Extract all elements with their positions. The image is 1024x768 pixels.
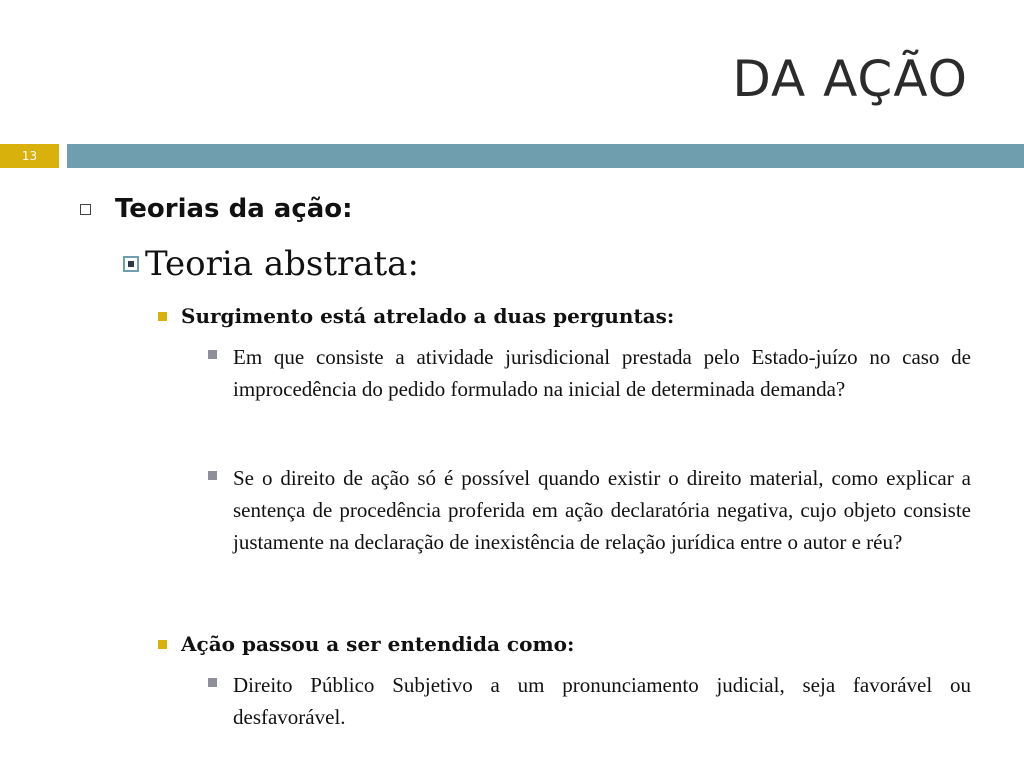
- slide-title: DA AÇÃO: [732, 50, 968, 108]
- gray-square-icon: [208, 471, 217, 480]
- bullet-level3: [158, 632, 574, 656]
- bullet-level4: [208, 462, 971, 558]
- gray-square-icon: [208, 678, 217, 687]
- gold-square-icon: [158, 640, 167, 649]
- gold-square-icon: [158, 312, 167, 321]
- gray-square-icon: [208, 350, 217, 359]
- bullet-level4-text: Direito Público Subjetivo a um pronunciamento judicial, seja favorável ou desfavorável.: [233, 673, 971, 729]
- boxed-square-icon: [123, 256, 139, 272]
- bullet-level3-text: Ação passou a ser entendida como:: [181, 632, 575, 656]
- bullet-level3-text: Surgimento está atrelado a duas perguntas:: [181, 304, 675, 328]
- hollow-square-icon: [80, 204, 91, 215]
- bullet-level3: [158, 304, 674, 328]
- bullet-level4: [208, 341, 971, 405]
- bullet-level4-text: Em que consiste a atividade jurisdicional prestada pelo Estado-juízo no caso de improcedência do pedido formulado na inicial de determinada demanda?: [233, 345, 971, 401]
- bullet-level1-text: Teorias da ação:: [115, 194, 353, 224]
- bullet-level1: [80, 194, 353, 224]
- bullet-level4: [208, 669, 971, 733]
- header-accent-bar: [67, 144, 1024, 168]
- bullet-level4-text: Se o direito de ação só é possível quando existir o direito material, como explicar a sentença de procedência proferida em ação declaratória negativa, cujo objeto consiste justamente na declaração de inexistência de relação jurídica entre o autor e réu?: [233, 466, 971, 554]
- slide-number: 13: [21, 149, 38, 163]
- bullet-level2: [123, 244, 419, 284]
- bullet-level2-text: Teoria abstrata:: [145, 244, 419, 284]
